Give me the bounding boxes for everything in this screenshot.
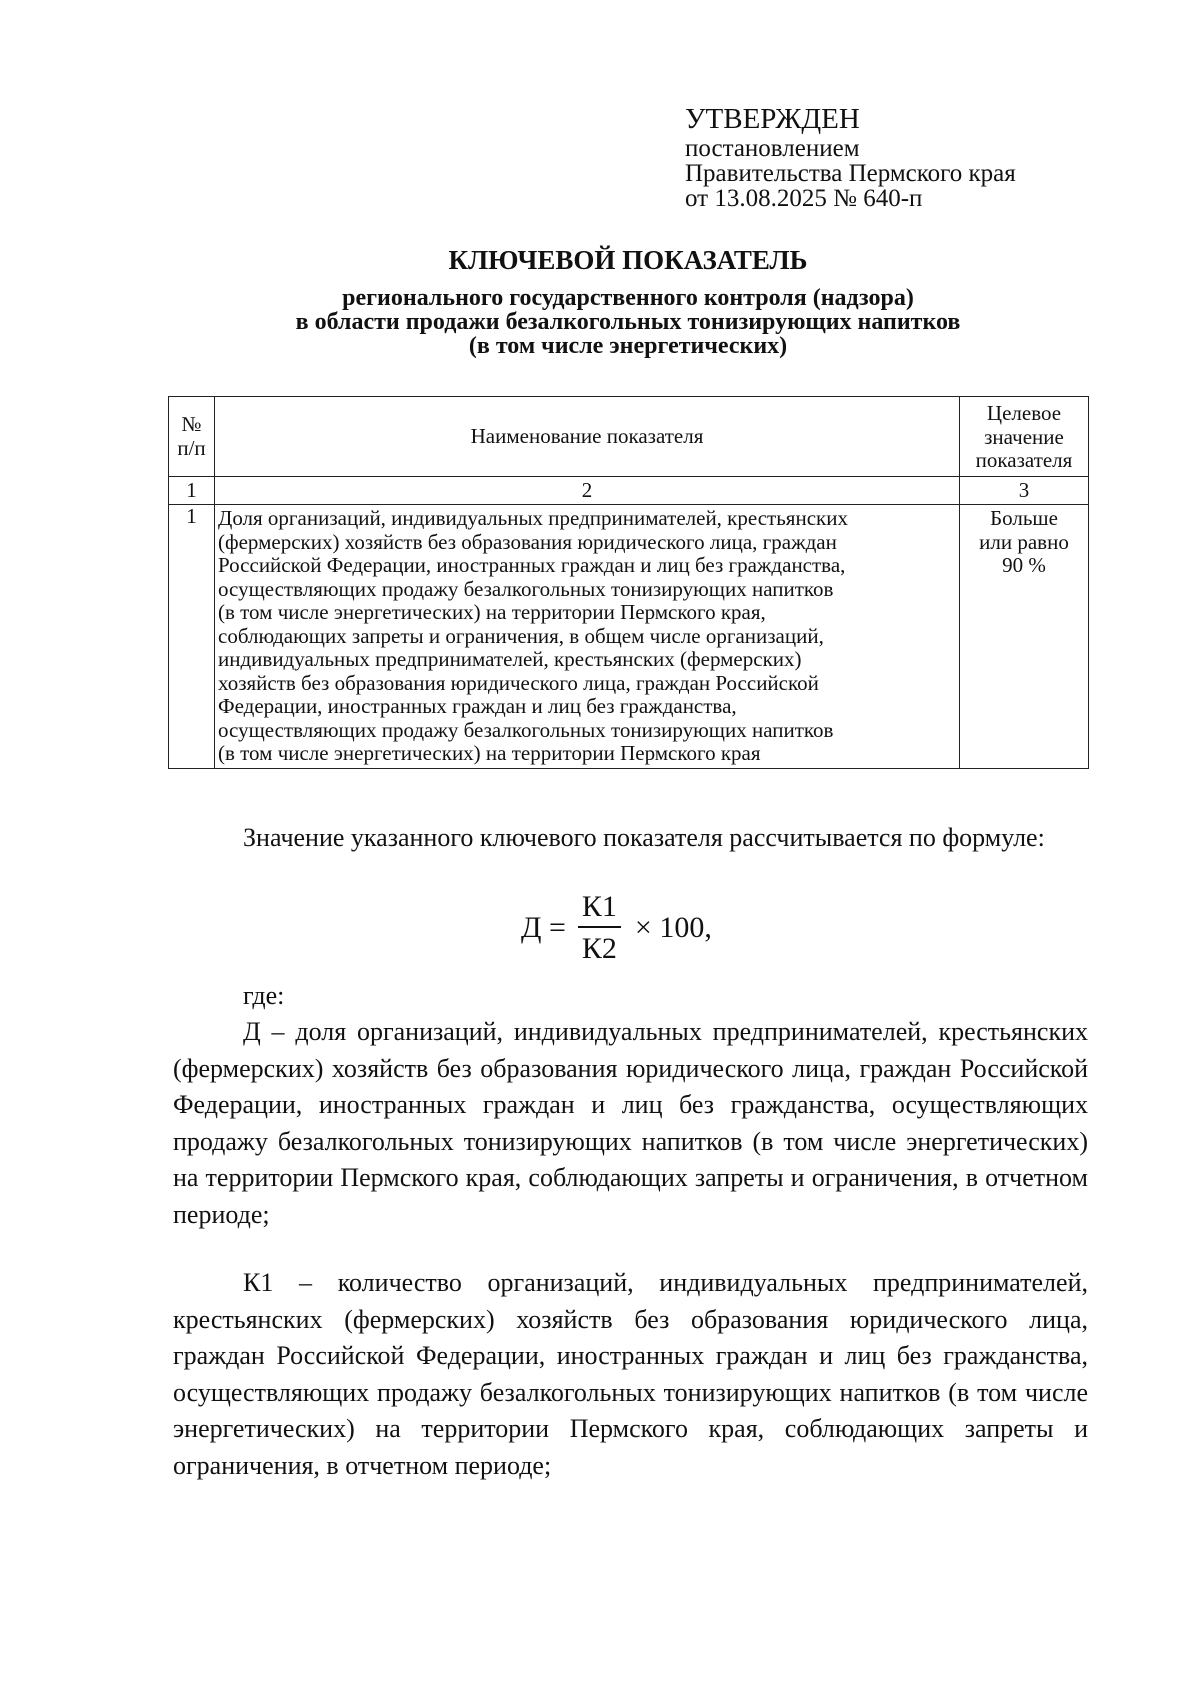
header-number: № п/п xyxy=(169,397,215,477)
row-number: 1 xyxy=(169,505,215,769)
formula-fraction xyxy=(578,892,621,964)
formula-rhs: × 100, xyxy=(634,911,712,944)
approval-line: постановлением xyxy=(685,135,860,162)
formula-numerator: К1 xyxy=(578,892,621,928)
document-title: КЛЮЧЕВОЙ ПОКАЗАТЕЛЬ xyxy=(448,245,808,275)
approval-heading: УТВЕРЖДЕН xyxy=(685,103,860,135)
calculation-intro: Значение указанного ключевого показателя рассчитывается по формуле: xyxy=(243,823,1045,852)
table-row xyxy=(169,505,1089,769)
formula-lhs: Д = xyxy=(521,911,566,944)
approval-date-number: от 13.08.2025 № 640-п xyxy=(685,185,923,212)
header-name: Наименование показателя xyxy=(215,397,960,477)
approval-stamp xyxy=(685,102,1105,211)
table-header-row xyxy=(169,397,1089,477)
row-target-value: Больше или равно 90 % xyxy=(960,505,1089,769)
header-target: Целевое значение показателя xyxy=(960,397,1089,477)
definition-d: Д – доля организаций, индивидуальных предпринимателей, крестьянских (фермерских) хозяйств без образования юридического лица, граждан Российской Федерации, иностранных граждан и лиц без гражданства, осуществляющих продажу безалкогольных тонизирующих напитков (в том числе энергетических) на территории Пермского края, соблюдающих запреты и ограничения, в отчетном периоде; xyxy=(173,1017,1088,1229)
formula xyxy=(521,888,712,968)
subtitle-line: в области продажи безалкогольных тонизирующих напитков xyxy=(295,309,961,335)
subtitle-line: регионального государственного контроля (надзора) xyxy=(342,285,914,311)
definition-k1: К1 – количество организаций, индивидуальных предпринимателей, крестьянских (фермерских) хозяйств без образования юридического лица, граждан Российской Федерации, иностранных граждан и лиц без гражданства, осуществляющих продажу безалкогольных тонизирующих напитков (в том числе энергетических) на территории Пермского края, соблюдающих запреты и ограничения, в отчетном периоде; xyxy=(173,1268,1088,1480)
approval-line: Правительства Пермского края xyxy=(685,160,1016,187)
row-description: Доля организаций, индивидуальных предпринимателей, крестьянских (фермерских) хозяйств без образования юридического лица, граждан Российской Федерации, иностранных граждан и лиц без гражданства, осуществляющих продажу безалкогольных тонизирующих напитков (в том числе энергетических) на территории Пермского края, соблюдающих запреты и ограничения, в общем числе организаций, индивидуальных предпринимателей, крестьянских (фермерских) хозяйств без образования юридического лица, граждан Российской Федерации, иностранных граждан и лиц без гражданства, осуществляющих продажу безалкогольных тонизирующих напитков (в том числе энергетических) на территории Пермского края xyxy=(215,505,960,769)
column-number: 1 xyxy=(169,477,215,505)
column-number: 3 xyxy=(960,477,1089,505)
document-subtitle xyxy=(0,286,1200,358)
column-number: 2 xyxy=(215,477,960,505)
formula-denominator: К2 xyxy=(581,932,617,965)
indicator-table xyxy=(168,396,1089,769)
where-label: где: xyxy=(243,981,285,1010)
subtitle-line: (в том числе энергетических) xyxy=(468,333,788,359)
table-column-numbers-row xyxy=(169,477,1089,505)
